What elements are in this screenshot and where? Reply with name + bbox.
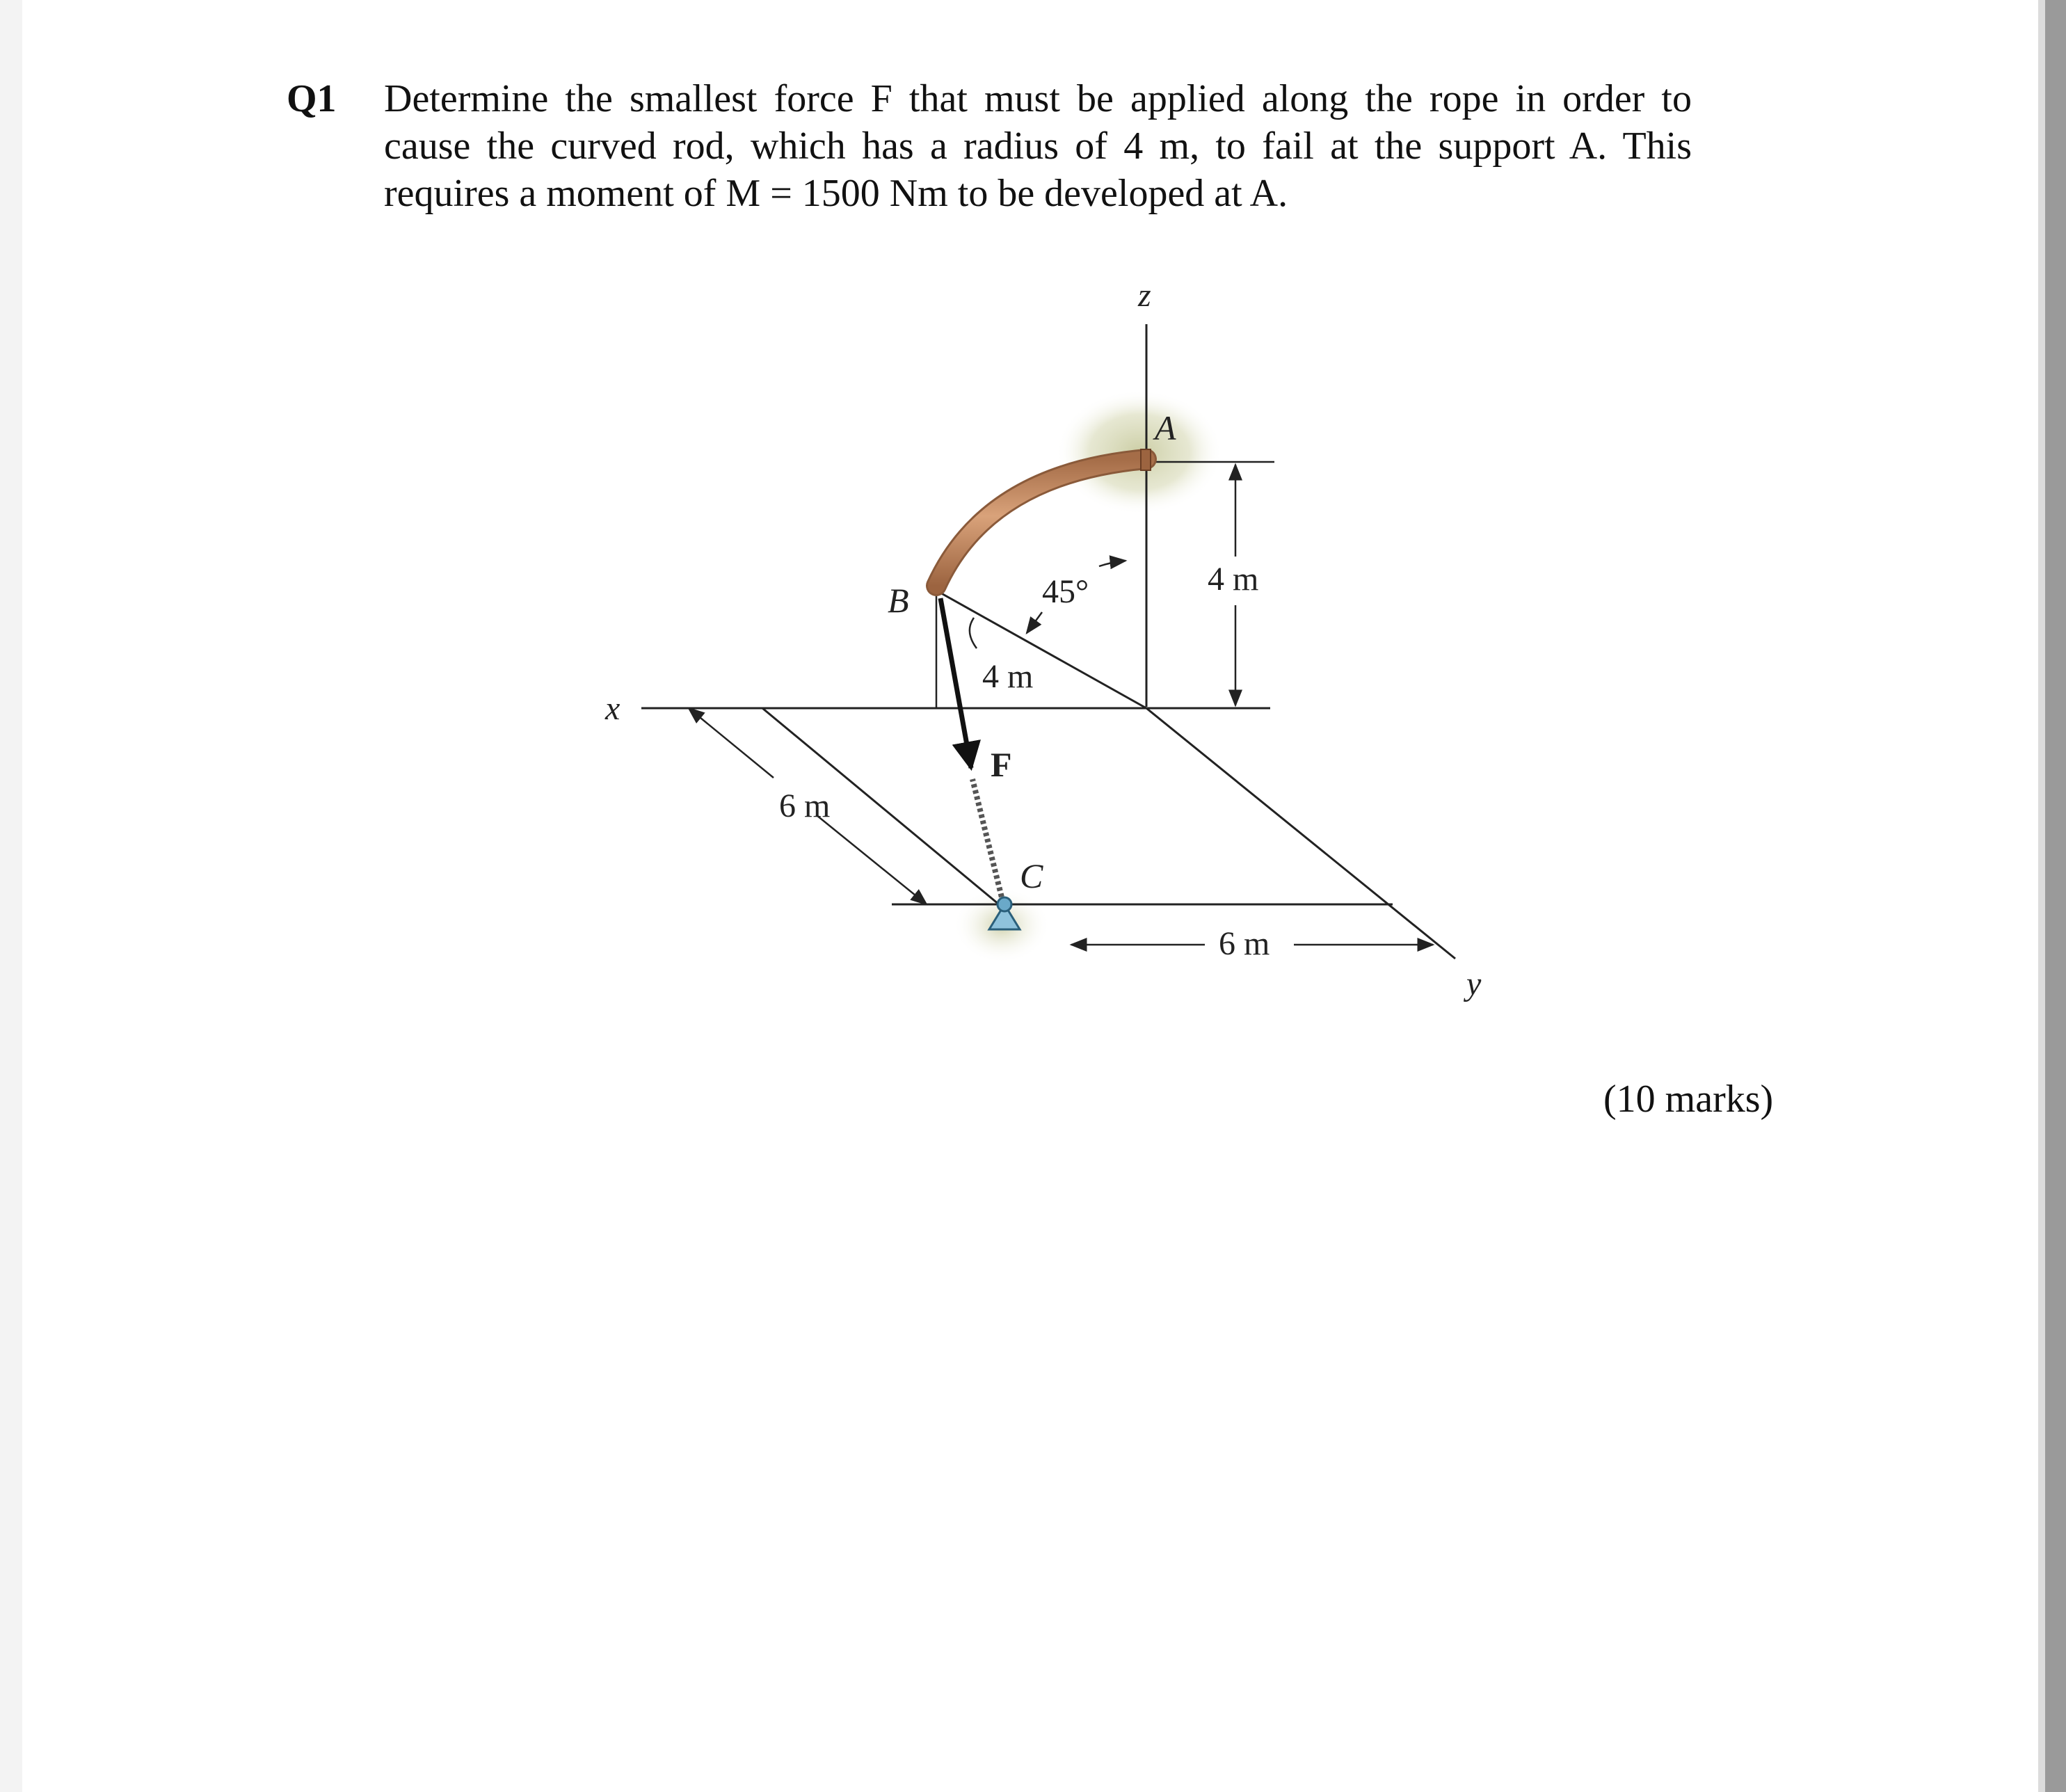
question-line-3: requires a moment of M = 1500 Nm to be developed at A. — [384, 172, 1288, 215]
question-line-2: cause the curved rod, which has a radius of 4 m, to fail at the support A. This — [384, 125, 1692, 168]
label-angle-45: 45° — [1042, 573, 1089, 610]
question-line-1: Determine the smallest force F that must be applied along the rope in order to — [384, 77, 1692, 120]
label-point-a: A — [1155, 408, 1176, 447]
label-point-b: B — [888, 581, 909, 620]
label-x-axis: x — [605, 690, 620, 727]
angle-45-leader — [1027, 612, 1042, 633]
label-z-axis: z — [1138, 277, 1151, 314]
question-number: Q1 — [287, 77, 337, 120]
label-dim-y-6m: 6 m — [1219, 925, 1270, 962]
force-arrow-f — [940, 598, 971, 768]
support-c-pin — [998, 897, 1011, 911]
label-force-f: F — [991, 745, 1012, 784]
rope — [972, 779, 1003, 903]
support-a-cap — [1141, 449, 1151, 470]
marks-label: (10 marks) — [1603, 1078, 1774, 1121]
angle-45-arc — [1099, 561, 1126, 566]
angle-b-arc — [970, 618, 977, 648]
dim-x-line-lower — [817, 815, 927, 904]
label-radius-4m: 4 m — [982, 658, 1034, 695]
label-y-axis: y — [1466, 966, 1482, 1002]
y-axis-line — [1146, 708, 1455, 959]
label-height-4m: 4 m — [1208, 561, 1259, 598]
label-dim-x-6m: 6 m — [779, 787, 831, 824]
label-point-c: C — [1020, 856, 1043, 895]
dim-x-line-upper — [689, 708, 774, 778]
